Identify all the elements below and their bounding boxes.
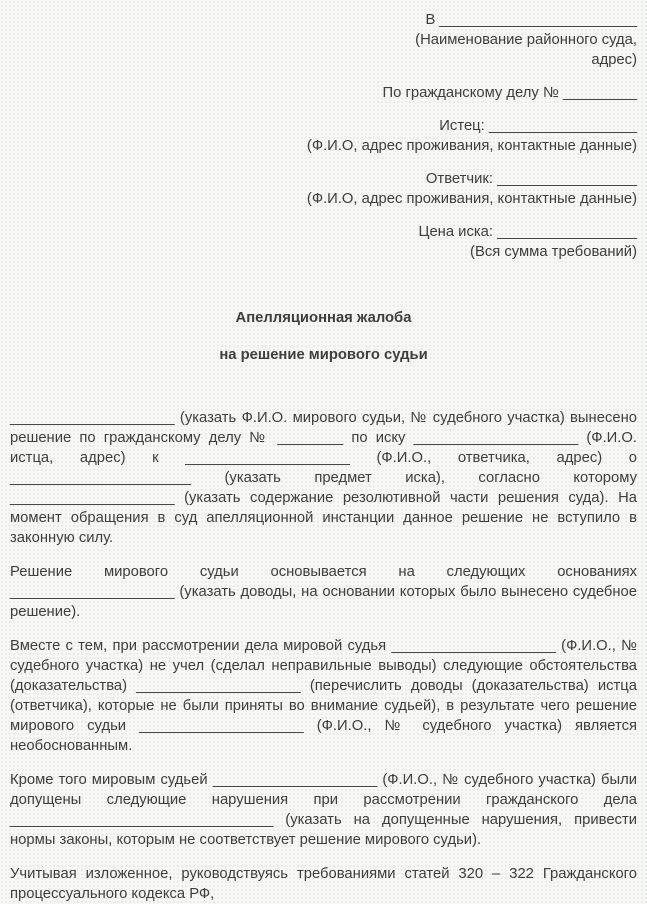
court-hint-line-2: адрес) [591, 52, 637, 68]
defendant-line: Ответчик: _________________ [425, 171, 637, 187]
plaintiff-block [10, 116, 637, 156]
defendant-hint: (Ф.И.О, адрес проживания, контактные данные) [306, 191, 637, 207]
document-title [10, 308, 637, 365]
case-number-block [10, 83, 637, 103]
paragraph-judge-decision: ____________________ (указать Ф.И.О. мирового судьи, № судебного участка) вынесено решение по гражданскому делу № ________ по иску ____________________ (Ф.И.О. истца, адрес) к ____________________ (Ф.И.О., ответчика, адрес) о ______________________ (указать предмет иска), согласно которому ____________________ (указать содержание резолютивной части решения суда). На момент обращения в суд апелляционной инстанции данное решение не вступило в законную силу. [10, 410, 637, 546]
title-line-1: Апелляционная жалоба [235, 310, 412, 326]
paragraph-legal-basis: Учитывая изложенное, руководствуясь требованиями статей 320 – 322 Гражданского процессуального кодекса РФ, [10, 866, 637, 902]
title-line-2: на решение мирового судьи [219, 347, 428, 363]
claim-price-hint: (Вся сумма требований) [470, 244, 637, 260]
case-number-line: По гражданскому делу № _________ [382, 85, 637, 101]
court-name-line: В ________________________ [425, 12, 637, 28]
court-block [10, 10, 637, 70]
defendant-block [10, 169, 637, 209]
document-body [10, 408, 637, 904]
document-header [10, 10, 637, 262]
paragraph-violations: Кроме того мировым судьей ____________________ (Ф.И.О., № судебного участка) были допущены следующие нарушения при рассмотрении гражданского дела ________________________________ (указать на допущенные нарушения, привести нормы законы, которым не соответствует решение мирового судьи). [10, 772, 637, 848]
plaintiff-line: Истец: __________________ [439, 118, 637, 134]
claim-price-block [10, 222, 637, 262]
paragraph-unconsidered-circumstances: Вместе с тем, при рассмотрении дела мировой судья ____________________ (Ф.И.О., № судебного участка) не учел (сделал неправильные выводы) следующие обстоятельства (доказательства) ____________________ (перечислить доводы (доказательства) истца (ответчика), которые не были приняты во внимание судьей), в результате чего решение мирового судьи ____________________ (Ф.И.О., № судебного участка) является необоснованным. [10, 638, 637, 754]
claim-price-line: Цена иска: _________________ [418, 224, 637, 240]
paragraph-decision-grounds: Решение мирового судьи основывается на следующих основаниях ____________________ (указать доводы, на основании которых было вынесено судебное решение). [10, 564, 637, 620]
plaintiff-hint: (Ф.И.О, адрес проживания, контактные данные) [306, 138, 637, 154]
court-hint-line-1: (Наименование районного суда, [415, 32, 637, 48]
